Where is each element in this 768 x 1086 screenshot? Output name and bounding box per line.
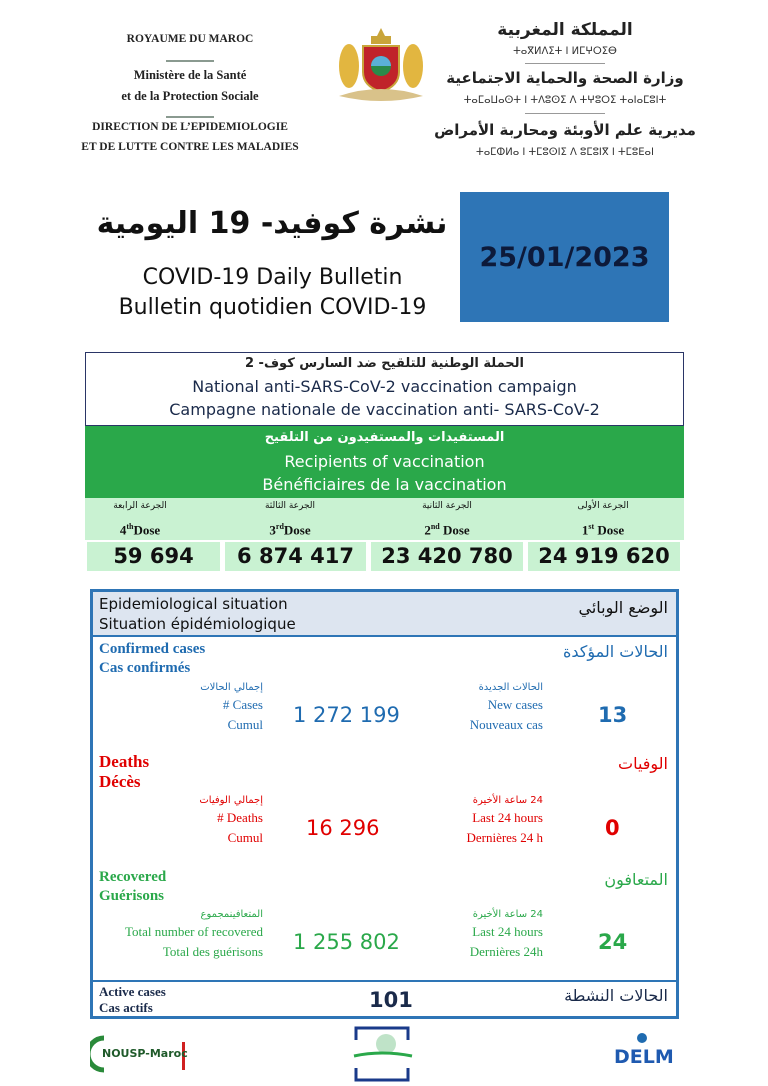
recovered-cumulative-value: 1 255 802 <box>293 930 400 954</box>
nousp-logo: NOUSP-Maroc <box>90 1034 188 1074</box>
deaths-title-ar: الوفيات <box>618 754 668 773</box>
epi-header-ar: الوضع الوبائي <box>578 598 668 617</box>
active-title: Active cases Cas actifs <box>99 984 166 1015</box>
ministry-line1: Ministère de la Santé <box>133 68 247 82</box>
divider <box>93 980 676 982</box>
deaths-cumulative-labels: إجمالي الوفيات # Deaths Cumul <box>199 795 263 845</box>
confirmed-cumulative-value: 1 272 199 <box>293 703 400 727</box>
delm-logo-icon <box>634 1032 650 1044</box>
recipients-english: Recipients of vaccination <box>284 452 485 471</box>
epi-header <box>93 592 676 637</box>
kingdom-label: ROYAUME DU MAROC <box>126 33 254 45</box>
deaths-cumulative-value: 16 296 <box>306 816 380 840</box>
divider <box>166 116 214 118</box>
date-box <box>460 192 669 322</box>
direction-arabic: مديرية علم الأوبئة ومحاربة الأمراض <box>434 121 696 139</box>
recipients-french: Bénéficiaires de la vaccination <box>262 475 507 494</box>
confirmed-cumulative-labels: إجمالي الحالات # Cases Cumul <box>200 682 263 732</box>
campaign-english: National anti-SARS-CoV-2 vaccination campaign <box>192 377 577 396</box>
confirmed-title-ar: الحالات المؤكدة <box>562 642 668 661</box>
ministry-line2: et de la Protection Sociale <box>121 89 259 103</box>
deaths-24h-labels: 24 ساعة الأخيرة Last 24 hours Dernières 24 h <box>466 795 543 845</box>
dose-3-value: 6 874 417 <box>225 542 366 571</box>
title-arabic: نشرة كوفيد- 19 اليومية <box>96 206 448 241</box>
dose-4-label: الجرعة الرابعة 4thDose <box>113 501 167 538</box>
dose-3-label: الجرعة الثالثة 3rdDose <box>264 501 316 538</box>
campaign-french: Campagne nationale de vaccination anti- SARS-CoV-2 <box>169 400 600 419</box>
direction-tifinagh: ⵜⴰⵎⵀⵍⴰ ⵏ ⵜⵎⵓⵙⵏⵉ ⴷ ⵓⵎⵓⵏⴳ ⵏ ⵜⵎⵓⴹⴰⵏ <box>476 147 654 158</box>
confirmed-new-labels: الحالات الجديدة New cases Nouveaux cas <box>469 682 543 732</box>
divider <box>525 63 605 64</box>
dose-4-value: 59 694 <box>87 542 220 571</box>
deaths-title: Deaths Décès <box>99 752 150 791</box>
ministry-tifinagh: ⵜⴰⵎⴰⵡⴰⵙⵜ ⵏ ⵜⴷⵓⵙⵉ ⴷ ⵜⵖⵓⵔⵉ ⵜⴰⵏⴰⵎⵓⵏⵜ <box>463 95 667 106</box>
recovered-title-ar: المتعافون <box>604 870 668 889</box>
recovered-cumulative-labels: المتعافينمجموع Total number of recovered Total des guérisons <box>124 909 263 959</box>
divider <box>166 60 214 62</box>
recovered-24h-labels: 24 ساعة الأخيرة Last 24 hours Dernières 24h <box>469 909 543 959</box>
confirmed-title: Confirmed cases Cas confirmés <box>99 641 206 676</box>
bulletin-date: 25/01/2023 <box>479 241 650 273</box>
dose-2-value: 23 420 780 <box>371 542 523 571</box>
dose-1-label: الجرعة الأولى 1st Dose <box>577 501 629 538</box>
deaths-24h-value: 0 <box>605 816 620 840</box>
epidemiological-situation-panel <box>90 589 679 1019</box>
dose-1-value: 24 919 620 <box>528 542 680 571</box>
divider <box>525 113 605 114</box>
direction-line2: ET DE LUTTE CONTRE LES MALADIES <box>81 141 299 153</box>
dose-2-label: الجرعة الثانية 2nd Dose <box>422 501 472 538</box>
title-french: Bulletin quotidien COVID-19 <box>118 295 427 320</box>
recovered-24h-value: 24 <box>598 930 628 954</box>
delm-logo: DELM <box>612 1032 674 1078</box>
recipients-band <box>85 426 684 498</box>
ministry-arabic: وزارة الصحة والحماية الاجتماعية <box>446 69 684 87</box>
direction-line1: DIRECTION DE L’EPIDEMIOLOGIE <box>92 121 288 133</box>
recipients-arabic: المستفيدات والمستفيدون من التلقيح <box>264 430 505 445</box>
active-value: 101 <box>369 988 413 1012</box>
kingdom-arabic: المملكة المغربية <box>497 20 633 40</box>
title-english: COVID-19 Daily Bulletin <box>142 265 403 290</box>
campaign-arabic: الحملة الوطنية للتلقيح ضد السارس كوف- 2 <box>244 356 525 371</box>
campaign-box <box>85 352 684 426</box>
recovered-title: Recovered Guérisons <box>99 869 167 904</box>
kingdom-tifinagh: ⵜⴰⴳⵍⴷⵉⵜ ⵏ ⵍⵎⵖⵔⵉⴱ <box>513 46 617 57</box>
epi-header-fr: Situation épidémiologique <box>99 615 296 633</box>
active-title-ar: الحالات النشطة <box>564 986 668 1005</box>
ministry-logo-icon <box>352 1026 414 1082</box>
confirmed-new-value: 13 <box>598 703 628 727</box>
epi-header-en: Epidemiological situation <box>99 595 288 613</box>
